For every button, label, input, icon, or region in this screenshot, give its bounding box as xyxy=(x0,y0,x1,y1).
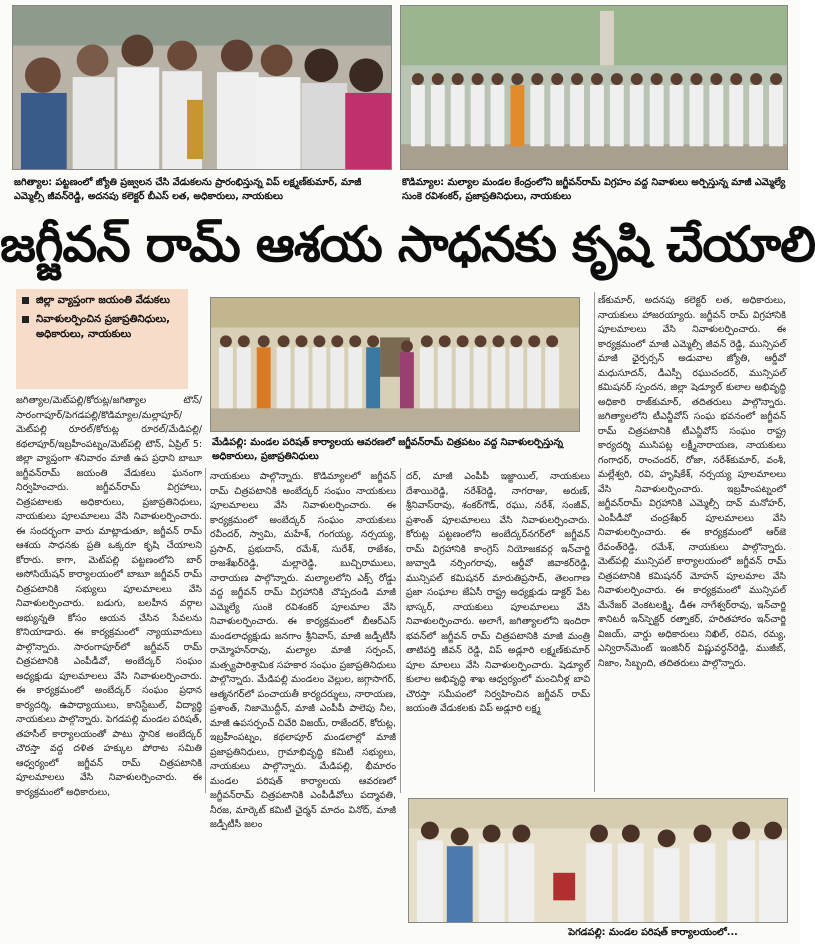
caption-middle xyxy=(212,436,580,464)
column-divider xyxy=(400,468,401,793)
caption-top-left xyxy=(14,176,392,204)
article-text: నాయకులు పాల్గొన్నారు. కొడిమ్యాలలో జగ్జీవన్ రామ్ చిత్రపటానికి అంబేద్కర్ సంఘం నాయకులు పూలమాలలు వేసి నివాళులర్పించారు. ఈ కార్యక్రమంలో అంబేద్కర్ సంఘం నాయకులు రవీందర్, స్వామి, మహేశ్, గంగయ్య, నర్సయ్య, ప్రసాద్, ప్రభుదాస్, రమేశ్, సురేశ్, రాజేశం, రాజశేఖర్‌రెడ్డి, మల్లారెడ్డి, బుచ్చిరాములు, నారాయణ పాల్గొన్నారు. మల్యాలలోని ఎక్స్ రోడ్డు వద్ద జగ్జీవన్ రామ్ విగ్రహానికి చొప్పదండి మాజీ ఎమ్మెల్యే సుంకె రవిశంకర్ పూలమాల వేసి నివాళులర్పించారు. ఈ కార్యక్రమంలో బీఆర్ఎస్ మండలాధ్యక్షుడు జనగాం శ్రీనివాస్, మాజీ జడ్పీటీసీ రామ్మోహన్‌రావు, మల్యాల మాజీ సర్పంచ్, మత్స్యపారిశ్రామిక సహకార సంఘం ప్రజాప్రతినిధులు పాల్గొన్నారు. మేడిపల్లి మండలం వెల్లుల, జగ్గాసాగర్, ఆత్మనగర్‌లో పంచాయతీ కార్యదర్శులు, నారాయణ, ప్రశాంత్, నిజామొద్దీన్, మాజీ ఎంపీపీ పాలెపు నీల, మాజీ ఉపసర్పంచ్ చివేరి విజయ్, రాజేందర్, కోరుట్ల, ఇబ్రహీంపట్నం, కథలాపూర్ మండలాల్లో మాజీ ప్రజాప్రతినిధులు, గ్రామాభివృద్ధి కమిటీ సభ్యులు, నాయకులు పాల్గొన్నారు. మేడిపల్లి, భీమారం మండల పరిషత్ కార్యాలయ ఆవరణలో జగ్జీవన్‌రామ్ చిత్రపటానికి ఎంపీడీవోలు పద్మావతి, నీరజ, మార్కెట్ కమిటీ ఛైర్మన్ మాదం వినోద్, మాజీ జడ్పీటీసీ జలం xyxy=(210,471,396,830)
column-divider xyxy=(594,292,595,792)
photo-pegadapalli-office xyxy=(408,798,788,923)
photo-statue-tribute xyxy=(400,5,788,170)
article-column-2 xyxy=(210,470,396,830)
highlight-item: నివాళులర్పించిన ప్రజాప్రతినిధులు, అధికారులు, నాయకులు xyxy=(22,312,182,342)
photo-office-tribute xyxy=(210,297,580,432)
photo-statue-tribute-image xyxy=(401,6,787,169)
photo-pegadapalli-office-image xyxy=(409,799,787,922)
article-text: జగిత్యాల/మెట్‌పల్లి/కోరుట్ల/జగిత్యాల టౌన్/సారంగాపూర్/పెగడపల్లి/కొడిమ్యాల/మల్లాపూర్/మెట్‌పల్లి రూరల్/కోరుట్ల రూరల్/మేడిపల్లి/కథలాపూర్/ఇబ్రహీంపట్నం/మెట్‌పల్లి టౌన్, ఏప్రిల్ 5: జిల్లా వ్యాప్తంగా శనివారం మాజీ ఉప ప్రధాని బాబూ జగ్జీవన్‌రామ్ జయంతి వేడుకలు ఘనంగా నిర్వహించారు. జగ్జీవన్‌రామ్ విగ్రహాలు, చిత్రపటాలకు అధికారులు, ప్రజాప్రతినిధులు, నాయకులు పూలమాలలు వేసి నివాళులర్పించారు. ఈ సందర్భంగా వారు మాట్లాడుతూ, జగ్జీవన్ రామ్ ఆశయ సాధనకు ప్రతి ఒక్కరూ కృషి చేయాలని కోరారు. కాగా, మెట్‌పల్లి పట్టణంలోని బార్ అసోసియేషన్ కార్యాలయంలో బాబూ జగ్జీవన్ రామ్ చిత్రపటానికి సభ్యులు పూలమాలలు వేసి నివాళులర్పించారు. బడుగు, బలహీన వర్గాల అభ్యున్నతి కోసం ఆయన చేసిన సేవలను కొనియాడారు. ఈ కార్యక్రమంలో న్యాయవాదులు పాల్గొన్నారు. సారంగాపూర్‌లో జగ్జీవన్ రామ్ చిత్రపటానికి ఎంపీడీవో, అంబేద్కర్ సంఘం అధ్యక్షుడు పూలమాలలు వేసి నివాళులర్పించారు. ఈ కార్యక్రమంలో అంబేద్కర్ సంఘం ప్రధాన కార్యదర్శి, ఉపాధ్యాయులు, కానిస్టేబుల్, విద్యార్థి నాయకులు పాల్గొన్నారు. పెగడపల్లి మండల పరిషత్, తహసీల్ కార్యాలయంతో పాటు స్థానిక అంబేద్కర్ చౌరస్తా వద్ద దళిత హక్కుల పోరాట సమితి ఆధ్వర్యంలో జగ్జీవన్ రామ్ చిత్రపటానికి పూలమాలలు వేసి నివాళులర్పించారు. ఈ కార్యక్రమంలో అధికారులు, xyxy=(16,395,202,798)
column-divider xyxy=(205,468,206,793)
article-text: ణ్‌కుమార్, అదనపు కలెక్టర్ లత, అధికారులు, నాయకులు హాజరయ్యారు. జగ్జీవన్ రామ్ విగ్రహానికి పూలమాలలు వేసి నివాళులర్పించారు. ఈ కార్యక్రమంలో మాజీ ఎమ్మెల్సీ జీవన్ రెడ్డి, మున్సిపల్ మాజీ ఛైర్పర్సన్ అడువాల జ్యోతి, ఆర్డీవో మధుసూదన్, డీఎస్పీ రఘుచందర్, మున్సిపల్ కమిషనర్ స్పందన, జిల్లా షెడ్యూల్ కులాల అభివృద్ధి అధికారి రాజ్‌కుమార్, తదితరులు పాల్గొన్నారు. జగిత్యాలలోని టీఎన్జీవోస్ సంఘ భవనంలో జగ్జీవన్ రామ్ చిత్రపటానికి టీఎన్జీవోస్ సంఘం రాష్ట్ర కార్యదర్శి ముసిపట్ల లక్ష్మీనారాయణ, నాయకులు గంగాధర్, రాంచందర్, రోజా, నరేశ్‌కుమార్, వంశీ, మల్లేశ్వరి, రవి, హృషికేశ్, నర్సయ్య పూలమాలలు వేసి నివాళులర్పించారు. ఇబ్రహీంపట్నంలో జగ్జీవన్‌రామ్ విగ్రహానికి ఎమ్మెల్సీ దావ్ మనోహర్, ఎంపీడీవో చంద్రశేఖర్ పూలమాలలు వేసి నివాళులర్పించారు. ఈ కార్యక్రమంలో ఆర్‌జె రేవంత్‌రెడ్డి, రమేశ్, నాయకులు పాల్గొన్నారు. మెట్‌పల్లి మున్సిపల్ కార్యాలయంలో జగ్జీవన్ రామ్ చిత్రపటానికి కమిషనర్ మోహన్ పూలమాల వేసి నివాళులర్పించారు. ఈ కార్యక్రమంలో మున్సిపల్ మేనేజర్ వెంకటలక్ష్మి, డీఈ నాగేశ్వర్‌రావు, ఇన్‌చార్జి శానిటరీ ఇన్‌స్పెక్టర్ రత్నాకర్, హరితహారం ఇన్‌చార్జి విజయ్, వార్డు అధికారులు నిఖిల్, రవిన, రమ్య, ఎన్విరాన్‌మెంట్ ఇంజినీర్ విష్ణువర్ధన్‌రెడ్డి, ముజీబ్, నిజాం, సిబ్బంది, తదితరులు పాల్గొన్నారు. xyxy=(598,295,786,669)
caption-text: మల్యాల మండల కేంద్రంలోని జగ్జీవన్‌రామ్ విగ్రహం వద్ద నివాళులు అర్పిస్తున్న మాజీ ఎమ్మెల్యే సుంకె రవిశంకర్, ప్రజాప్రతినిధులు, నాయకులు xyxy=(402,177,786,202)
article-column-4 xyxy=(598,294,786,794)
caption-place: జగిత్యాల: xyxy=(14,177,53,188)
article-text: దర్, మాజీ ఎంపీపీ ఇజ్జాయిల్, నాయకులు దేశాయిరెడ్డి, నరేశ్‌రెడ్డి, నాగరాజు, అరుణ్, శ్రీనివాస్‌రావు, శంకర్‌గౌడ్, రఘు, నరేశ్, సంజీవ్, ప్రశాంత్ పూలమాలలు వేసి నివాళులర్పించారు. కోరుట్ల పట్టణంలోని అంబేద్కర్‌నగర్‌లో జగ్జీవన్ రామ్ విగ్రహానికి కాంగ్రెస్ నియోజకవర్గ ఇన్‌చార్జి జువ్వాడి నర్సింగరావు, ఆర్డీవో జివాకర్‌రెడ్డి, మున్సిపల్ కమిషనర్ మారుతిప్రసాద్, తెలంగాణ ప్రజా సంఘాల జేఏసీ రాష్ట్ర అధ్యక్షుడు డాక్టర్ పేట భాస్కర్, నాయకులు పూలమాలలు వేసి నివాళులర్పించారు. అలాగే, జగిత్యాలలోని ఇందిరా భవన్‌లో జగ్జీవన్ రామ్ చిత్రపటానికి మాజీ మంత్రి తాటిపర్తి జీవన్ రెడ్డి, విప్ అడ్లూరి లక్ష్మణ్‌కుమార్ పూల మాలలు వేసి నివాళులర్పించారు. షెడ్యూల్ కులాల అభివృద్ధి శాఖ ఆధ్వర్యంలో మంచినీళ్ల బావి చౌరస్తా సమీపంలో నిర్వహించిన జగ్జీవన్ రామ్ జయంతి వేడుకలకు విప్ అడ్లూరి లక్ష్మ xyxy=(406,471,590,714)
photo-lamp-lighting-image xyxy=(13,6,391,169)
caption-text: మండల పరిషత్ కార్యాలయంలో... xyxy=(608,927,738,938)
headline: జగ్జీవన్ రామ్ ఆశయ సాధనకు కృషి చేయాలి xyxy=(0,216,815,273)
highlight-item: జిల్లా వ్యాప్తంగా జయంతి వేడుకలు xyxy=(22,293,182,308)
photo-office-tribute-image xyxy=(211,298,579,431)
caption-text: మండల పరిషత్ కార్యాలయ ఆవరణలో జగ్జీవన్‌రామ్ చిత్రపటం వద్ద నివాళులర్పిస్తున్న అధికారులు, ప్రజాప్రతినిధులు xyxy=(212,437,563,462)
caption-place: కొడిమ్యాల: xyxy=(402,177,445,188)
article-column-3 xyxy=(406,470,590,794)
caption-place: మేడిపల్లి: xyxy=(212,437,247,448)
caption-bottom xyxy=(520,926,786,942)
highlights-box xyxy=(16,289,188,389)
article-column-1 xyxy=(16,394,202,940)
photo-lamp-lighting xyxy=(12,5,392,170)
caption-top-right xyxy=(402,176,788,204)
caption-place: పెగడపల్లి: xyxy=(568,927,606,938)
caption-text: పట్టణంలో జ్యోతి ప్రజ్వలన చేసి వేడుకలను ప్రారంభిస్తున్న విప్ లక్ష్మణ్‌కుమార్, మాజీ ఎమ్మెల్సీ జీవన్‌రెడ్డి, అదనపు కలెక్టర్ బీఎస్ లత, అధికారులు, నాయకులు xyxy=(14,177,362,202)
